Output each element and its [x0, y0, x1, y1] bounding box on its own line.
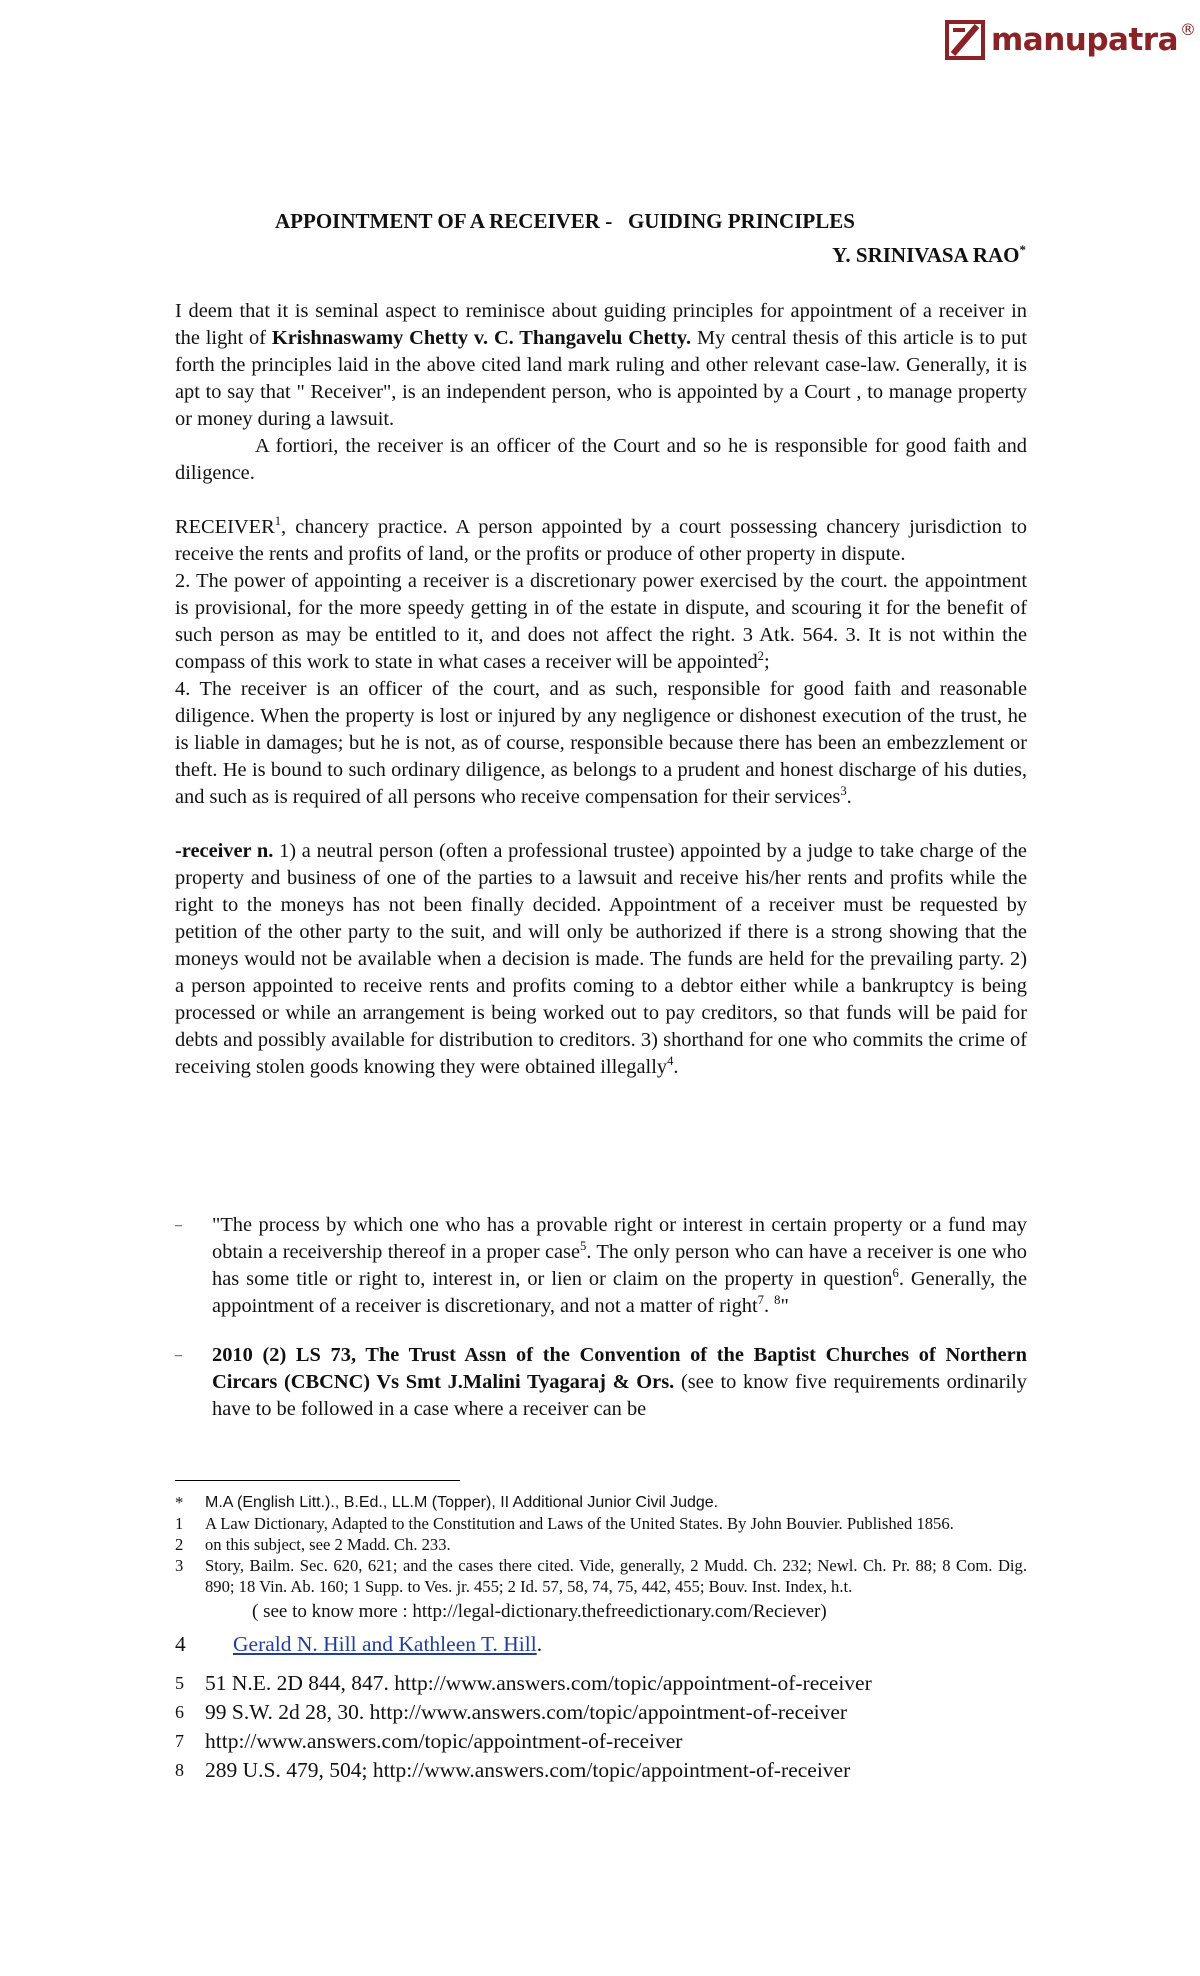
- footnote-ref-3: 3: [840, 784, 847, 799]
- power-paragraph: 2. The power of appointing a receiver is a discretionary power exercised by the court. the appointment is provisional, for the more speedy getting in of the estate in dispute, and scouring it for the benefit of such person as may be entitled to it, and does not affect the right. 3 Atk. 564. 3. It is not within the compass of this work to state in what cases a receiver will be appointed$^2$;: [175, 570, 1027, 673]
- footnote-item: 6 99 S.W. 2d 28, 30. http://www.answers.com/topic/appointment-of-receiver: [175, 1700, 848, 1724]
- author-link[interactable]: Gerald N. Hill and Kathleen T. Hill: [233, 1632, 537, 1656]
- receiver-definition-paragraph: RECEIVER$^1$, chancery practice. A person appointed by a court possessing chancery jurisdiction to receive the rents and profits of land, or the profits or produce of other property in dispute.: [175, 514, 1027, 565]
- footnote-author: * M.A (English Litt.)., B.Ed., LL.M (Topper), II Additional Junior Civil Judge.: [175, 1493, 719, 1512]
- registered-mark: ®: [1180, 20, 1196, 39]
- brand-name: manupatra: [991, 22, 1178, 58]
- author-footnote-mark: *: [1019, 242, 1026, 257]
- article-title: APPOINTMENT OF A RECEIVER - GUIDING PRINCIPLES: [275, 209, 855, 233]
- footnote-item: 4 Gerald N. Hill and Kathleen T. Hill.: [175, 1632, 543, 1656]
- manupatra-logo: [945, 20, 1196, 60]
- article-body: [175, 298, 1027, 1081]
- bullet-item: [175, 1212, 1027, 1320]
- receiver-noun-paragraph: -receiver n. 1) a neutral person (often a professional trustee) appointed by a judge to take charge of the property and business of one of the parties to a lawsuit and receive his/her rents and profits while the right to the moneys has not been finally decided. Appointment of a receiver must be requested by petition of the other party to the suit, and will only be authorized if there is a strong showing that the moneys would not be available when a decision is made. The funds are held for the prevailing party. 2) a person appointed to receive rents and profits coming to a debtor either while a bankruptcy is being processed or while an arrangement is being worked out to pay creditors, so that funds will be paid for debts and possibly available for distribution to creditors. 3) shorthand for one who commits the crime of receiving stolen goods knowing they were obtained illegally$^4$.: [175, 840, 1027, 1078]
- bullet-dash: –: [175, 1348, 182, 1363]
- footnote-item: 2 on this subject, see 2 Madd. Ch. 233.: [175, 1535, 451, 1554]
- bullet-text: 2010 (2) LS 73, The Trust Assn of the Convention of the Baptist Churches of Northern Circars (CBCNC) Vs Smt J.Malini Tyagaraj & Ors. (see to know five requirements ordinarily have to be followed in a case where a receiver can be: [212, 1344, 1028, 1420]
- bullet-item: [175, 1342, 1027, 1423]
- bullet-dash: –: [175, 1218, 182, 1233]
- bullet-list: [175, 1212, 1027, 1423]
- footnote-item: 1 A Law Dictionary, Adapted to the Constitution and Laws of the United States. By John Bouvier. Published 1856.: [175, 1514, 954, 1533]
- footnotes: [175, 1492, 1027, 1785]
- manupatra-logo-icon: [945, 20, 985, 60]
- article-author: Y. SRINIVASA RAO*: [832, 242, 1026, 267]
- officer-paragraph: 4. The receiver is an officer of the court, and as such, responsible for good faith and reasonable diligence. When the property is lost or injured by any negligence or dishonest execution of the trust, he is liable in damages; but he is not, as of course, responsible because there has been an embezzlement or theft. He is bound to such ordinary diligence, as belongs to a prudent and honest discharge of his duties, and such as is required of all persons who receive compensation for their services$^3$.: [175, 678, 1027, 808]
- case-citation: 2010 (2) LS 73, The Trust Assn of the Convention of the Baptist Churches of Northern Circars (CBCNC) Vs Smt J.Malini Tyagaraj & Ors.: [212, 1344, 1027, 1393]
- bullet-text: "The process by which one who has a provable right or interest in certain property or a fund may obtain a receivership thereof in a proper case$^5$. The only person who can have a receiver is one who has some title or right to, interest in, or lien or claim on the property in question$^6$. Generally, the appointment of a receiver is discretionary, and not a matter of right$^7$. $^8$": [212, 1214, 1027, 1317]
- footnote-item: 7 http://www.answers.com/topic/appointment-of-receiver: [175, 1729, 683, 1753]
- footnote-ref-2: 2: [757, 649, 764, 664]
- intro-paragraph-cont: A fortiori, the receiver is an officer of the Court and so he is responsible for good faith and diligence.: [175, 435, 1027, 484]
- intro-paragraph: I deem that it is seminal aspect to reminisce about guiding principles for appointment of a receiver in the light of Krishnaswamy Chetty v. C. Thangavelu Chetty. My central thesis of this article is to put forth the principles laid in the above cited land mark ruling and other relevant case-law. Generally, it is apt to say that " Receiver", is an independent person, who is appointed by a Court , to manage property or money during a lawsuit.: [175, 300, 1027, 430]
- footnote-ref-4: 4: [667, 1054, 674, 1069]
- footnote-ref-1: 1: [274, 514, 281, 529]
- term-receiver-n: -receiver n.: [175, 840, 274, 862]
- footnote-item: 8 289 U.S. 479, 504; http://www.answers.com/topic/appointment-of-receiver: [175, 1758, 851, 1782]
- footnote-divider: [175, 1480, 460, 1481]
- see-more-note: ( see to know more : http://legal-dictionary.thefreedictionary.com/Reciever): [252, 1601, 827, 1622]
- footnote-item: 3 Story, Bailm. Sec. 620, 621; and the cases there cited. Vide, generally, 2 Mudd. Ch. 232; Newl. Ch. Pr. 88; 8 Com. Dig. 890; 18 Vin. Ab. 160; 1 Supp. to Ves. jr. 455; 2 Id. 57, 58, 74, 75, 442, 455; Bouv. Inst. Index, h.t.: [175, 1556, 1027, 1596]
- case-name: Krishnaswamy Chetty v. C. Thangavelu Chetty.: [271, 327, 692, 349]
- footnote-item: 5 51 N.E. 2D 844, 847. http://www.answers.com/topic/appointment-of-receiver: [175, 1671, 872, 1695]
